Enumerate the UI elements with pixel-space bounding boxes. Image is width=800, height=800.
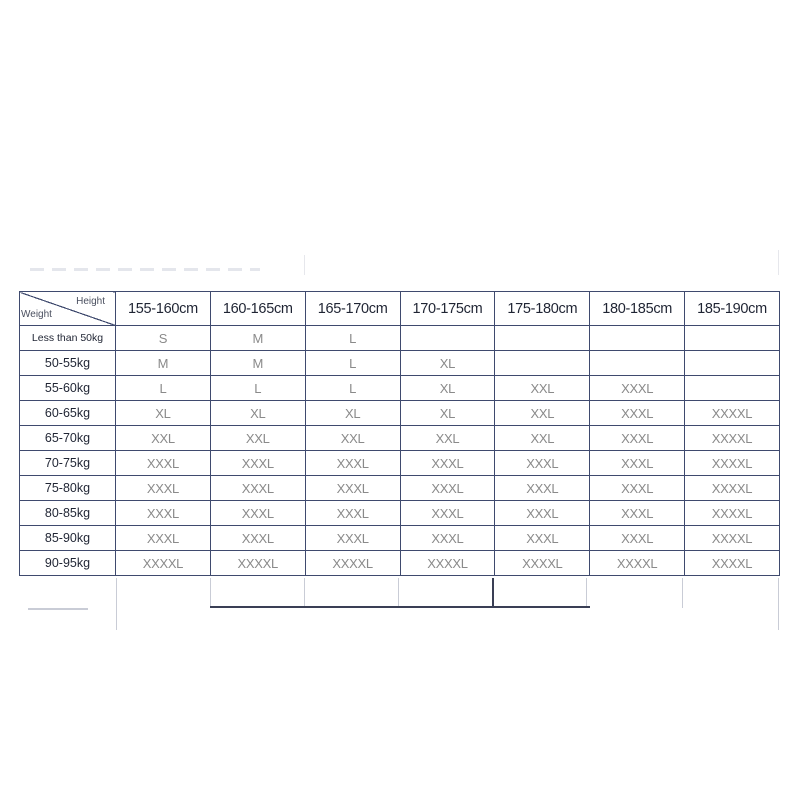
size-cell: XXXXL — [685, 476, 780, 501]
faint-line — [778, 250, 779, 275]
height-column-header: 160-165cm — [210, 292, 305, 326]
size-chart-table — [19, 291, 780, 576]
faint-line — [778, 578, 779, 630]
weight-range-cell: 60-65kg — [20, 401, 116, 426]
height-column-header: 185-190cm — [685, 292, 780, 326]
size-cell: XXXL — [590, 426, 685, 451]
weight-row — [20, 501, 780, 526]
size-cell: XXXL — [495, 501, 590, 526]
size-cell: L — [305, 351, 400, 376]
size-cell: XXXL — [590, 376, 685, 401]
size-cell: XXXL — [590, 476, 685, 501]
weight-range-cell: 65-70kg — [20, 426, 116, 451]
size-cell: XXXXL — [400, 551, 495, 576]
weight-axis-label: Weight — [21, 309, 52, 320]
header-row — [20, 292, 780, 326]
weight-range-cell: 55-60kg — [20, 376, 116, 401]
size-cell: XXL — [210, 426, 305, 451]
size-cell: XXXXL — [495, 551, 590, 576]
size-cell: L — [116, 376, 211, 401]
size-cell — [495, 351, 590, 376]
size-cell: XXXL — [590, 501, 685, 526]
weight-row — [20, 326, 780, 351]
weight-row — [20, 526, 780, 551]
faint-line — [116, 578, 117, 630]
size-cell: XXXXL — [590, 551, 685, 576]
size-cell: S — [116, 326, 211, 351]
size-cell: XXXL — [210, 526, 305, 551]
size-cell: L — [305, 326, 400, 351]
faint-line — [304, 578, 305, 606]
weight-range-cell: 70-75kg — [20, 451, 116, 476]
cut-edge-line — [492, 578, 494, 608]
size-cell — [495, 326, 590, 351]
size-cell: XXXL — [495, 476, 590, 501]
size-cell — [590, 351, 685, 376]
size-cell: XL — [210, 401, 305, 426]
weight-row — [20, 551, 780, 576]
size-cell: XXL — [495, 376, 590, 401]
size-cell: XXXL — [590, 401, 685, 426]
height-column-header: 170-175cm — [400, 292, 495, 326]
size-cell — [685, 326, 780, 351]
size-cell: XXXXL — [305, 551, 400, 576]
weight-row — [20, 351, 780, 376]
size-cell: XXXL — [116, 526, 211, 551]
size-cell: XXXL — [210, 476, 305, 501]
faint-line — [682, 578, 683, 608]
size-cell: XXXL — [590, 451, 685, 476]
height-column-header: 155-160cm — [116, 292, 211, 326]
weight-range-cell: 90-95kg — [20, 551, 116, 576]
size-cell: M — [116, 351, 211, 376]
weight-range-cell: 50-55kg — [20, 351, 116, 376]
weight-row — [20, 451, 780, 476]
faint-line — [304, 255, 305, 275]
size-cell: XXXL — [400, 501, 495, 526]
size-cell — [685, 376, 780, 401]
size-cell: XXXL — [400, 476, 495, 501]
size-cell: XXXXL — [685, 426, 780, 451]
size-cell: XXXL — [305, 526, 400, 551]
size-cell: XXXXL — [685, 526, 780, 551]
weight-row — [20, 376, 780, 401]
height-axis-label: Height — [76, 296, 105, 307]
size-cell: XL — [305, 401, 400, 426]
size-cell: XXXXL — [685, 451, 780, 476]
size-cell: XXL — [495, 426, 590, 451]
cut-edge-line — [210, 606, 590, 608]
weight-range-cell: Less than 50kg — [20, 326, 116, 351]
size-cell — [400, 326, 495, 351]
faint-line — [398, 578, 399, 606]
size-cell: XXL — [116, 426, 211, 451]
size-cell: M — [210, 326, 305, 351]
size-cell: XXL — [495, 401, 590, 426]
size-cell: XXXL — [495, 451, 590, 476]
size-cell: M — [210, 351, 305, 376]
faded-header-remnant — [30, 268, 260, 271]
height-column-header: 180-185cm — [590, 292, 685, 326]
size-chart — [19, 291, 779, 576]
size-cell: XXL — [400, 426, 495, 451]
corner-cell — [20, 292, 116, 326]
size-cell: XXXXL — [685, 501, 780, 526]
faint-line — [210, 578, 211, 608]
weight-range-cell: 75-80kg — [20, 476, 116, 501]
height-column-header: 175-180cm — [495, 292, 590, 326]
size-cell: XXXXL — [116, 551, 211, 576]
weight-range-cell: 80-85kg — [20, 501, 116, 526]
weight-row — [20, 401, 780, 426]
size-cell: XXXL — [400, 451, 495, 476]
size-cell: XXXL — [116, 501, 211, 526]
size-cell — [590, 326, 685, 351]
size-cell: XXXL — [116, 476, 211, 501]
faint-line — [586, 578, 587, 606]
size-cell: XXXXL — [210, 551, 305, 576]
size-cell: XXXL — [590, 526, 685, 551]
size-cell: L — [210, 376, 305, 401]
size-cell: XL — [116, 401, 211, 426]
size-cell: XL — [400, 401, 495, 426]
size-cell: XXXXL — [685, 551, 780, 576]
weight-range-cell: 85-90kg — [20, 526, 116, 551]
size-cell: XXXL — [305, 501, 400, 526]
weight-row — [20, 426, 780, 451]
size-cell: XL — [400, 351, 495, 376]
size-cell: XXXL — [116, 451, 211, 476]
size-cell: XXXL — [495, 526, 590, 551]
size-cell: XXXL — [210, 451, 305, 476]
weight-row — [20, 476, 780, 501]
size-cell: XXXXL — [685, 401, 780, 426]
size-cell: L — [305, 376, 400, 401]
size-cell: XXXL — [210, 501, 305, 526]
size-cell: XXXL — [305, 476, 400, 501]
size-cell: XXXL — [400, 526, 495, 551]
size-cell: XXL — [305, 426, 400, 451]
height-column-header: 165-170cm — [305, 292, 400, 326]
size-cell — [685, 351, 780, 376]
size-cell: XL — [400, 376, 495, 401]
faint-mark — [28, 608, 88, 610]
size-cell: XXXL — [305, 451, 400, 476]
